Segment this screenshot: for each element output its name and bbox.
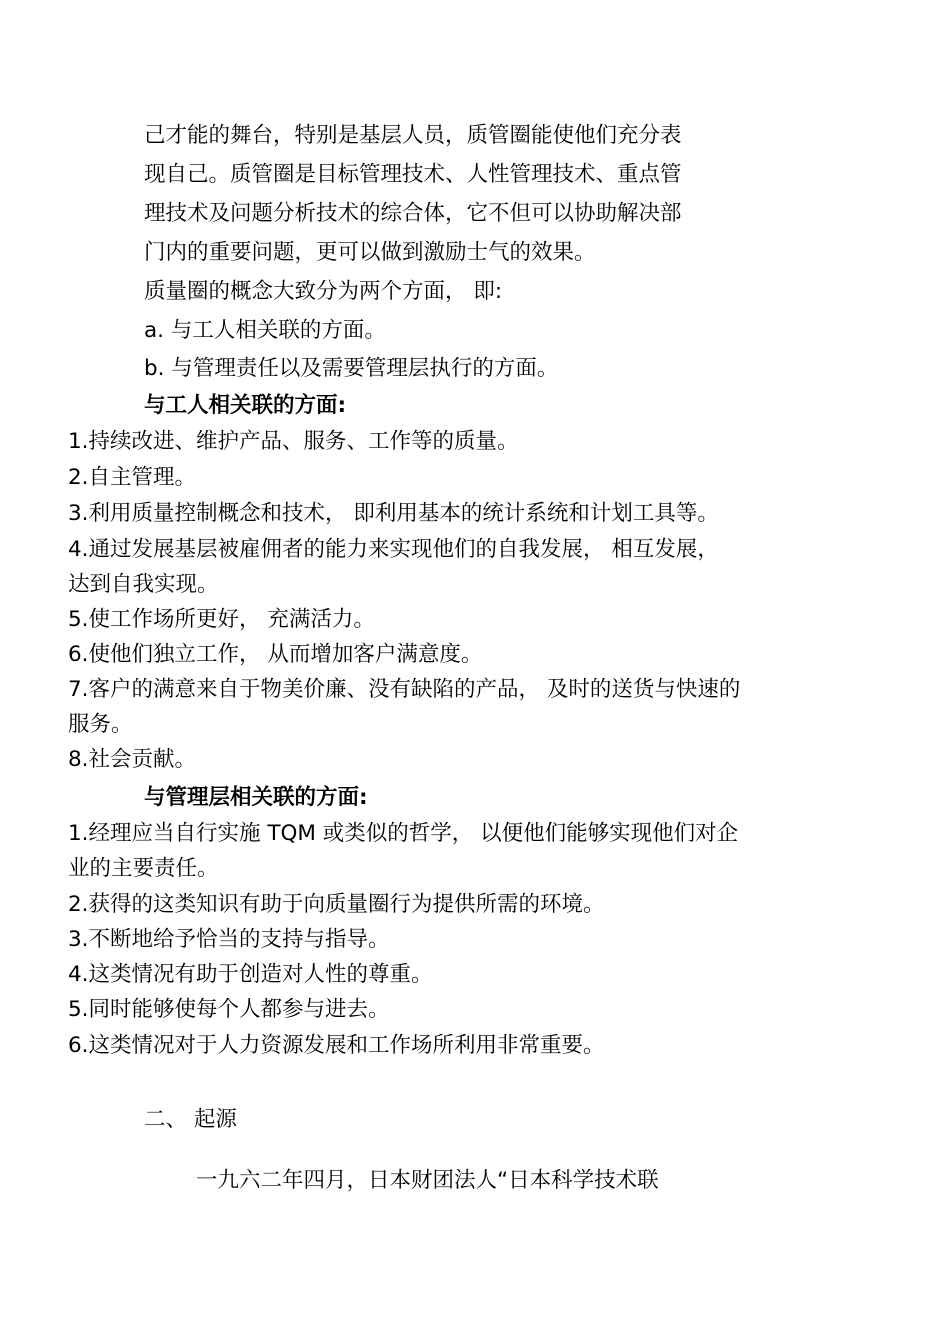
workers-item-4-cont: 达到自我实现。 [68, 572, 219, 597]
intro-line-3: 理技术及问题分析技术的综合体，它不但可以协助解决部 [144, 201, 682, 226]
workers-heading: 与工人相关联的方面: [144, 393, 347, 418]
workers-item-7-cont: 服务。 [68, 712, 133, 737]
concept-a: a. 与工人相关联的方面。 [144, 318, 386, 343]
management-heading: 与管理层相关联的方面: [144, 785, 368, 810]
workers-item-8: 8.社会贡献。 [68, 747, 197, 772]
concept-b: b. 与管理责任以及需要管理层执行的方面。 [144, 356, 559, 381]
workers-item-4: 4.通过发展基层被雇佣者的能力来实现他们的自我发展， 相互发展， [68, 537, 719, 562]
workers-item-6: 6.使他们独立工作， 从而增加客户满意度。 [68, 642, 483, 667]
concept-intro: 质量圈的概念大致分为两个方面， 即: [144, 279, 503, 304]
management-item-1-cont: 业的主要责任。 [68, 856, 219, 881]
workers-item-2: 2.自主管理。 [68, 465, 197, 490]
section-first-line: 一九六二年四月，日本财团法人“日本科学技术联 [196, 1168, 659, 1193]
section-heading: 二、 起源 [144, 1107, 237, 1132]
intro-line-1: 己才能的舞台，特别是基层人员，质管圈能使他们充分表 [144, 123, 682, 148]
intro-line-4: 门内的重要问题，更可以做到激励士气的效果。 [144, 240, 596, 265]
management-item-5: 5.同时能够使每个人都参与进去。 [68, 997, 390, 1022]
management-item-3: 3.不断地给予恰当的支持与指导。 [68, 927, 390, 952]
workers-item-5: 5.使工作场所更好， 充满活力。 [68, 607, 375, 632]
workers-item-3: 3.利用质量控制概念和技术， 即利用基本的统计系统和计划工具等。 [68, 501, 719, 526]
management-item-6: 6.这类情况对于人力资源发展和工作场所利用非常重要。 [68, 1033, 605, 1058]
intro-line-2: 现自己。质管圈是目标管理技术、人性管理技术、重点管 [144, 162, 682, 187]
workers-item-7: 7.客户的满意来自于物美价廉、没有缺陷的产品， 及时的送货与快速的 [68, 677, 741, 702]
management-item-2: 2.获得的这类知识有助于向质量圈行为提供所需的环境。 [68, 892, 605, 917]
management-item-4: 4.这类情况有助于创造对人性的尊重。 [68, 962, 433, 987]
management-item-1: 1.经理应当自行实施 TQM 或类似的哲学， 以便他们能够实现他们对企 [68, 821, 739, 846]
workers-item-1: 1.持续改进、维护产品、服务、工作等的质量。 [68, 429, 519, 454]
